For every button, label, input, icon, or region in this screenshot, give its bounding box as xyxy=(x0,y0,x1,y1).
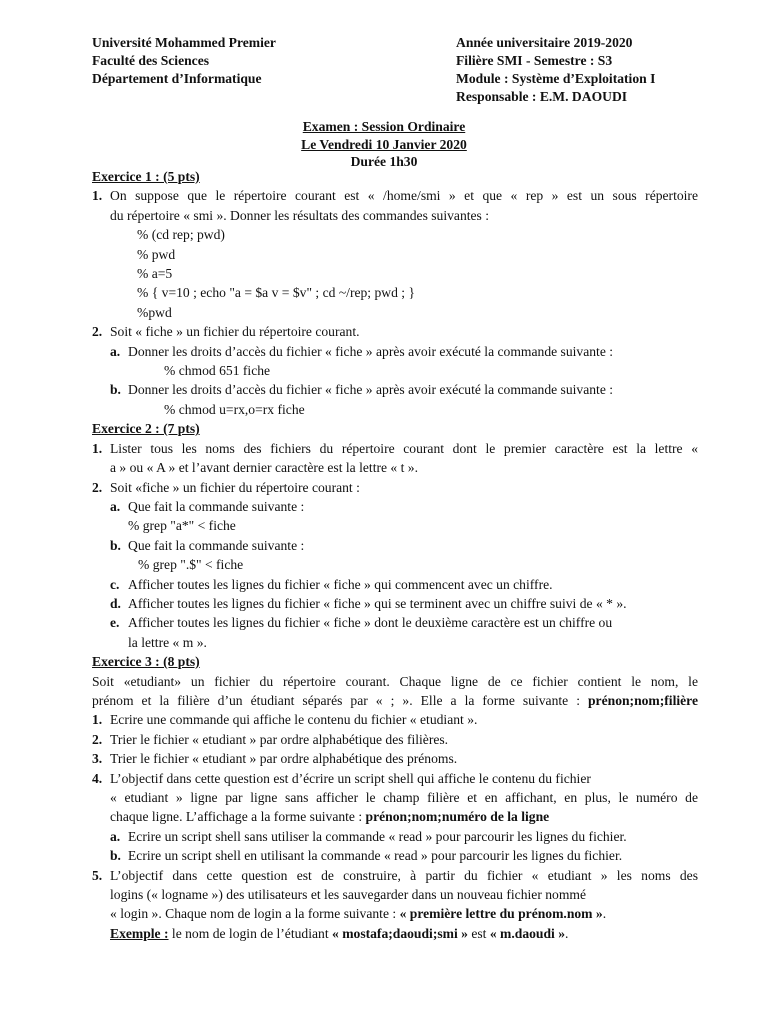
example-login: « m.daoudi » xyxy=(489,925,566,941)
part-text: Que fait la commande suivante : xyxy=(128,498,305,514)
question-number: 5. xyxy=(92,867,103,883)
exam-title xyxy=(0,118,768,171)
part-text: Ecrire un script shell sans utiliser la commande « read » pour parcourir les lignes du fichier. xyxy=(128,828,627,844)
exam-body xyxy=(92,167,698,943)
format-intro: « login ». Chaque nom de login a la forme suivante : xyxy=(110,906,400,922)
exercise-3-heading: Exercice 3 : (8 pts) xyxy=(92,654,200,670)
part-letter: c. xyxy=(110,576,120,592)
module-name: Module : Système d’Exploitation I xyxy=(456,71,656,86)
exercise-2-heading: Exercice 2 : (7 pts) xyxy=(92,421,200,437)
question-text: Ecrire une commande qui affiche le contenu du fichier « etudiant ». xyxy=(110,712,478,728)
ex2-q2-part-a xyxy=(92,497,698,536)
part-text: Ecrire un script shell en utilisant la commande « read » pour parcourir les lignes du fichier. xyxy=(128,848,623,864)
exercise-1-heading: Exercice 1 : (5 pts) xyxy=(92,169,200,184)
ex2-q2-part-b xyxy=(92,536,698,575)
course-info-block xyxy=(456,34,655,106)
department-name: Département d’Informatique xyxy=(92,71,262,86)
ex2-question-1 xyxy=(92,439,698,478)
question-number: 2. xyxy=(92,324,103,340)
part-text: Afficher toutes les lignes du fichier « fiche » dont le deuxième caractère est un chiffre ou xyxy=(128,615,613,631)
part-text: Donner les droits d’accès du fichier « fiche » après avoir exécuté la commande suivante : xyxy=(128,382,614,398)
part-letter: a. xyxy=(110,498,121,514)
question-text: du répertoire « smi ». Donner les résultats des commandes suivantes : xyxy=(110,207,490,223)
exam-session: Examen : Session Ordinaire xyxy=(302,119,466,134)
exam-header xyxy=(92,34,676,106)
punctuation: . xyxy=(565,925,569,941)
question-text: Trier le fichier « etudiant » par ordre alphabétique des prénoms. xyxy=(110,751,458,767)
question-text: L’objectif dans cette question est d’écrire un script shell qui affiche le contenu du fichier xyxy=(110,770,591,786)
question-text xyxy=(110,904,698,923)
example-line xyxy=(110,924,698,943)
command-line: % chmod 651 fiche xyxy=(164,363,271,379)
program-semester: Filière SMI - Semestre : S3 xyxy=(456,53,613,68)
question-text: « etudiant » ligne par ligne sans afficher le champ filière et en affichant, en plus, le numéro de xyxy=(110,790,698,805)
question-number: 4. xyxy=(92,770,103,786)
part-letter: a. xyxy=(110,343,121,359)
ex2-q2-part-c xyxy=(92,575,698,594)
example-label: Exemple : xyxy=(110,925,169,941)
example-text: est xyxy=(467,925,490,941)
question-text: a » ou « A » et l’avant dernier caractère est la lettre « t ». xyxy=(110,460,418,476)
question-text: Soit « fiche » un fichier du répertoire courant. xyxy=(110,324,360,340)
question-number: 1. xyxy=(92,440,103,456)
question-number: 1. xyxy=(92,712,103,728)
question-number: 2. xyxy=(92,731,103,747)
ex3-question-4 xyxy=(92,769,698,827)
ex1-q2-part-b xyxy=(92,380,698,419)
command-line: %pwd xyxy=(137,304,172,320)
part-letter: b. xyxy=(110,537,121,553)
punctuation: . xyxy=(602,906,607,922)
login-format: « première lettre du prénom.nom » xyxy=(399,906,603,922)
part-letter: d. xyxy=(110,595,121,611)
output-format: prénon;nom;numéro de la ligne xyxy=(365,809,550,825)
ex2-q2-part-d xyxy=(92,594,698,613)
example-text: le nom de login de l’étudiant xyxy=(168,925,332,941)
command-line: % { v=10 ; echo "a = $a v = $v" ; cd ~/rep; pwd ; } xyxy=(137,285,415,301)
ex1-question-2 xyxy=(92,322,698,341)
command-line: % (cd rep; pwd) xyxy=(137,227,225,243)
ex3-question-1 xyxy=(92,710,698,729)
intro-text: prénom et la filière d’un étudiant séparés par « ; ». Elle a la forme suivante : xyxy=(92,692,588,708)
command-line: % grep "a*" < fiche xyxy=(128,518,236,534)
university-name: Université Mohammed Premier xyxy=(92,35,276,50)
question-text xyxy=(110,807,698,826)
ex1-question-1 xyxy=(92,186,698,225)
part-letter: b. xyxy=(110,848,121,864)
question-number: 3. xyxy=(92,751,103,767)
question-number: 1. xyxy=(92,188,103,204)
ex3-intro-line: Soit «etudiant» un fichier du répertoire courant. Chaque ligne de ce fichier contient le nom, le xyxy=(92,673,698,689)
ex2-q2-part-e xyxy=(92,613,698,652)
command-line: % a=5 xyxy=(137,266,173,282)
question-text: Lister tous les noms des fichiers du répertoire courant dont le premier caractère est la lettre « xyxy=(110,440,698,456)
question-text: Trier le fichier « etudiant » par ordre alphabétique des filières. xyxy=(110,731,449,747)
ex2-question-2 xyxy=(92,478,698,497)
part-text: la lettre « m ». xyxy=(128,634,207,650)
example-record: « mostafa;daoudi;smi » xyxy=(332,925,468,941)
ex3-q4-part-a xyxy=(92,827,698,846)
question-text: On suppose que le répertoire courant est « /home/smi » et que « rep » est un sous répertoire xyxy=(110,188,698,204)
part-letter: e. xyxy=(110,615,120,631)
record-format: prénon;nom;filière xyxy=(588,692,698,708)
command-line: % grep ".$" < fiche xyxy=(138,557,244,573)
exam-date: Le Vendredi 10 Janvier 2020 xyxy=(301,136,467,152)
part-text: Afficher toutes les lignes du fichier « fiche » qui commencent avec un chiffre. xyxy=(128,576,553,592)
institution-block xyxy=(92,34,276,88)
question-text: L’objectif dans cette question est de construire, à partir du fichier « etudiant » les noms des xyxy=(110,867,698,883)
academic-year: Année universitaire 2019-2020 xyxy=(456,35,633,50)
exam-duration: Durée 1h30 xyxy=(350,154,418,169)
part-text: Afficher toutes les lignes du fichier « fiche » qui se terminent avec un chiffre suivi de « * ». xyxy=(128,595,627,611)
ex3-q4-part-b xyxy=(92,846,698,865)
command-line: % pwd xyxy=(137,246,176,262)
ex3-question-2 xyxy=(92,730,698,749)
ex3-intro-line xyxy=(92,691,698,710)
instructor-name: Responsable : E.M. DAOUDI xyxy=(456,89,628,104)
question-text: Soit «fiche » un fichier du répertoire courant : xyxy=(110,479,360,495)
command-line: % chmod u=rx,o=rx fiche xyxy=(164,401,305,417)
part-text: Que fait la commande suivante : xyxy=(128,537,305,553)
part-text: Donner les droits d’accès du fichier « fiche » après avoir exécuté la commande suivante : xyxy=(128,343,614,359)
ex3-question-5 xyxy=(92,866,698,944)
faculty-name: Faculté des Sciences xyxy=(92,53,210,68)
format-intro: chaque ligne. L’affichage a la forme suivante : xyxy=(110,809,366,825)
part-letter: a. xyxy=(110,828,121,844)
question-number: 2. xyxy=(92,479,103,495)
ex1-q2-part-a xyxy=(92,342,698,381)
part-letter: b. xyxy=(110,382,121,398)
question-text: logins (« logname ») des utilisateurs et les sauvegarder dans un nouveau fichier nommé xyxy=(110,887,587,903)
ex3-question-3 xyxy=(92,749,698,768)
